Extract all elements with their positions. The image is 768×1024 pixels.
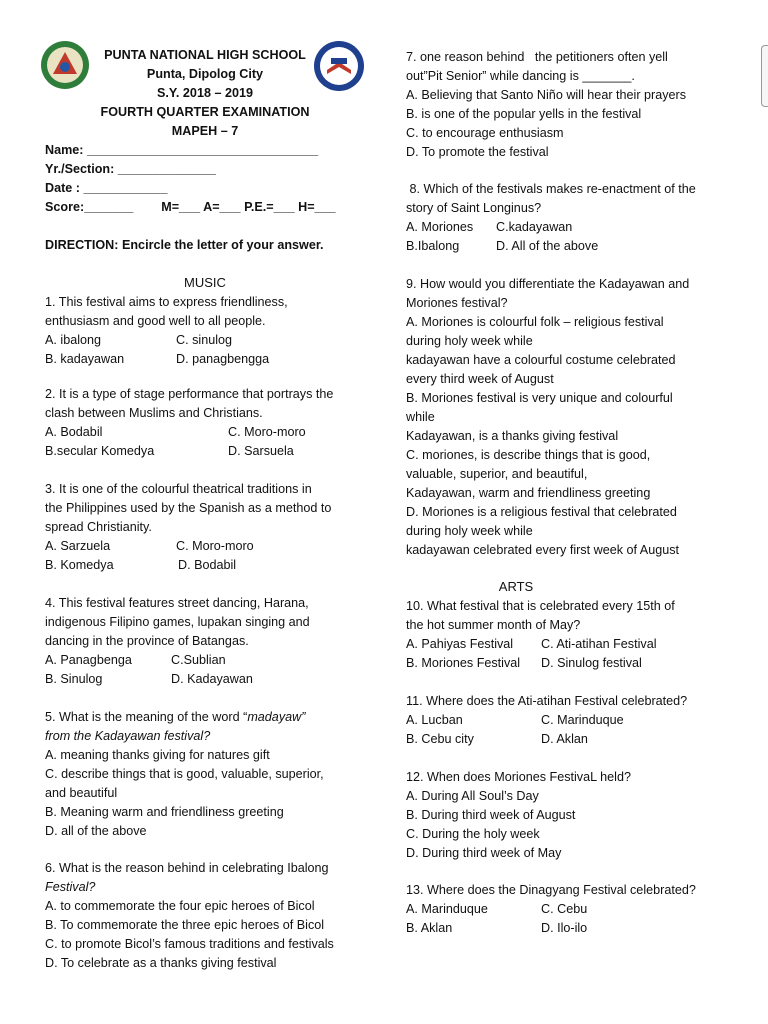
q2-option-d[interactable]: D. Sarsuela [228, 444, 294, 458]
q9-option-a[interactable]: A. Moriones is colourful folk – religious festival [406, 315, 664, 329]
q4-line-3: dancing in the province of Batangas. [45, 634, 249, 648]
q12-option-c[interactable]: C. During the holy week [406, 827, 540, 841]
q9-option-a-2: during holy week while [406, 334, 533, 348]
q5-option-c[interactable]: C. describe things that is good, valuable, superior, [45, 767, 324, 781]
q9-option-b-2: while [406, 410, 435, 424]
q5-line-1 [45, 708, 305, 726]
q12-line-1: 12. When does Moriones FestivaL held? [406, 770, 631, 784]
direction-label: DIRECTION: [45, 238, 119, 252]
q7-option-a[interactable]: A. Believing that Santo Niño will hear their prayers [406, 88, 687, 102]
q2-line-2: clash between Muslims and Christians. [45, 406, 263, 420]
q2-line-1: 2. It is a type of stage performance that portrays the [45, 387, 334, 401]
q4-option-a[interactable]: A. Panagbenga [45, 653, 132, 667]
q4-option-d[interactable]: D. Kadayawan [171, 672, 253, 686]
direction [45, 236, 324, 254]
q2-option-b[interactable]: B.secular Komedya [45, 444, 155, 458]
q10-option-a[interactable]: A. Pahiyas Festival [406, 637, 514, 651]
q9-option-c-2: valuable, superior, and beautiful, [406, 467, 588, 481]
q1-option-d[interactable]: D. panagbengga [176, 352, 270, 366]
name-field[interactable]: Name: _________________________________ [45, 143, 319, 157]
q11-line-1: 11. Where does the Ati-atihan Festival celebrated? [406, 694, 688, 708]
q1-option-b[interactable]: B. kadayawan [45, 352, 125, 366]
q12-option-d[interactable]: D. During third week of May [406, 846, 562, 860]
q5-line-1-word: madayaw” [247, 710, 306, 724]
q9-option-b[interactable]: B. Moriones festival is very unique and colourful [406, 391, 673, 405]
q1-option-a[interactable]: A. ibalong [45, 333, 102, 347]
q3-line-3: spread Christianity. [45, 520, 152, 534]
q11-option-d[interactable]: D. Aklan [541, 732, 588, 746]
q7-line-2: out”Pit Senior” while dancing is _______. [406, 69, 635, 83]
music-heading: MUSIC [184, 275, 226, 290]
q3-option-b[interactable]: B. Komedya [45, 558, 114, 572]
q3-line-1: 3. It is one of the colourful theatrical traditions in [45, 482, 312, 496]
q6-option-b[interactable]: B. To commemorate the three epic heroes of Bicol [45, 918, 325, 932]
q3-option-d[interactable]: D. Bodabil [178, 558, 237, 572]
school-place: Punta, Dipolog City [146, 67, 264, 81]
q13-option-b[interactable]: B. Aklan [406, 921, 453, 935]
q6-option-a[interactable]: A. to commemorate the four epic heroes of Bicol [45, 899, 315, 913]
q13-option-c[interactable]: C. Cebu [541, 902, 588, 916]
q8-option-b[interactable]: B.Ibalong [406, 239, 460, 253]
q10-option-b[interactable]: B. Moriones Festival [406, 656, 521, 670]
q9-option-d-2: during holy week while [406, 524, 533, 538]
q5-option-a[interactable]: A. meaning thanks giving for natures gift [45, 748, 270, 762]
q9-option-a-4: every third week of August [406, 372, 554, 386]
q5-line-2: from the Kadayawan festival? [45, 729, 211, 743]
q9-option-d-3: kadayawan celebrated every first week of August [406, 543, 680, 557]
q8-option-a[interactable]: A. Moriones [406, 220, 474, 234]
q8-line-1: 8. Which of the festivals makes re-enactment of the [406, 182, 696, 196]
q2-option-a[interactable]: A. Bodabil [45, 425, 103, 439]
school-year: S.Y. 2018 – 2019 [157, 86, 253, 100]
q6-option-c[interactable]: C. to promote Bicol’s famous traditions and festivals [45, 937, 334, 951]
subject-title: MAPEH – 7 [171, 124, 239, 138]
score-field[interactable]: Score:_______ M=___ A=___ P.E.=___ H=___ [45, 200, 336, 214]
q9-line-2: Moriones festival? [406, 296, 508, 310]
q12-option-a[interactable]: A. During All Soul’s Day [406, 789, 539, 803]
q9-option-c[interactable]: C. moriones, is describe things that is good, [406, 448, 651, 462]
date-field[interactable]: Date : ____________ [45, 181, 168, 195]
q5-option-d[interactable]: D. all of the above [45, 824, 147, 838]
direction-text: Encircle the letter of your answer. [118, 238, 324, 252]
arts-heading: ARTS [498, 579, 534, 594]
exam-title: FOURTH QUARTER EXAMINATION [100, 105, 310, 119]
q12-option-b[interactable]: B. During third week of August [406, 808, 576, 822]
q11-option-b[interactable]: B. Cebu city [406, 732, 474, 746]
q10-line-1: 10. What festival that is celebrated every 15th of [406, 599, 675, 613]
q1-line-1: 1. This festival aims to express friendliness, [45, 295, 288, 309]
q3-line-2: the Philippines used by the Spanish as a method to [45, 501, 332, 515]
q10-option-c[interactable]: C. Ati-atihan Festival [541, 637, 657, 651]
q5-option-c-cont: and beautiful [45, 786, 118, 800]
q5-option-b[interactable]: B. Meaning warm and friendliness greeting [45, 805, 284, 819]
q6-line-2: Festival? [45, 880, 96, 894]
q9-option-a-3: kadayawan have a colourful costume celebrated [406, 353, 676, 367]
q6-option-d[interactable]: D. To celebrate as a thanks giving festival [45, 956, 277, 970]
q8-option-c[interactable]: C.kadayawan [496, 220, 573, 234]
q4-option-b[interactable]: B. Sinulog [45, 672, 103, 686]
q3-option-c[interactable]: C. Moro-moro [176, 539, 254, 553]
q10-line-2: the hot summer month of May? [406, 618, 581, 632]
q4-line-1: 4. This festival features street dancing, Harana, [45, 596, 309, 610]
q8-line-2: story of Saint Longinus? [406, 201, 542, 215]
q11-option-c[interactable]: C. Marinduque [541, 713, 624, 727]
q7-option-c[interactable]: C. to encourage enthusiasm [406, 126, 564, 140]
q7-line-1: 7. one reason behind the petitioners often yell [406, 50, 668, 64]
q3-option-a[interactable]: A. Sarzuela [45, 539, 111, 553]
q4-line-2: indigenous Filipino games, lupakan singing and [45, 615, 310, 629]
q9-option-b-3: Kadayawan, is a thanks giving festival [406, 429, 619, 443]
q9-option-d[interactable]: D. Moriones is a religious festival that celebrated [406, 505, 677, 519]
q13-option-a[interactable]: A. Marinduque [406, 902, 488, 916]
q1-option-c[interactable]: C. sinulog [176, 333, 233, 347]
q7-option-d[interactable]: D. To promote the festival [406, 145, 549, 159]
page-edge [761, 45, 768, 107]
q1-line-2: enthusiasm and good well to all people. [45, 314, 266, 328]
q10-option-d[interactable]: D. Sinulog festival [541, 656, 642, 670]
q13-option-d[interactable]: D. Ilo-ilo [541, 921, 588, 935]
q9-line-1: 9. How would you differentiate the Kadayawan and [406, 277, 690, 291]
q9-option-c-3: Kadayawan, warm and friendliness greeting [406, 486, 651, 500]
school-name: PUNTA NATIONAL HIGH SCHOOL [104, 48, 306, 62]
q6-line-1: 6. What is the reason behind in celebrating Ibalong [45, 861, 329, 875]
q5-line-1-text: 5. What is the meaning of the word “ [45, 710, 248, 724]
q7-option-b[interactable]: B. is one of the popular yells in the festival [406, 107, 642, 121]
section-field[interactable]: Yr./Section: ______________ [45, 162, 216, 176]
q11-option-a[interactable]: A. Lucban [406, 713, 463, 727]
q8-option-d[interactable]: D. All of the above [496, 239, 599, 253]
q2-option-c[interactable]: C. Moro-moro [228, 425, 306, 439]
q13-line-1: 13. Where does the Dinagyang Festival celebrated? [406, 883, 696, 897]
q4-option-c[interactable]: C.Sublian [171, 653, 226, 667]
